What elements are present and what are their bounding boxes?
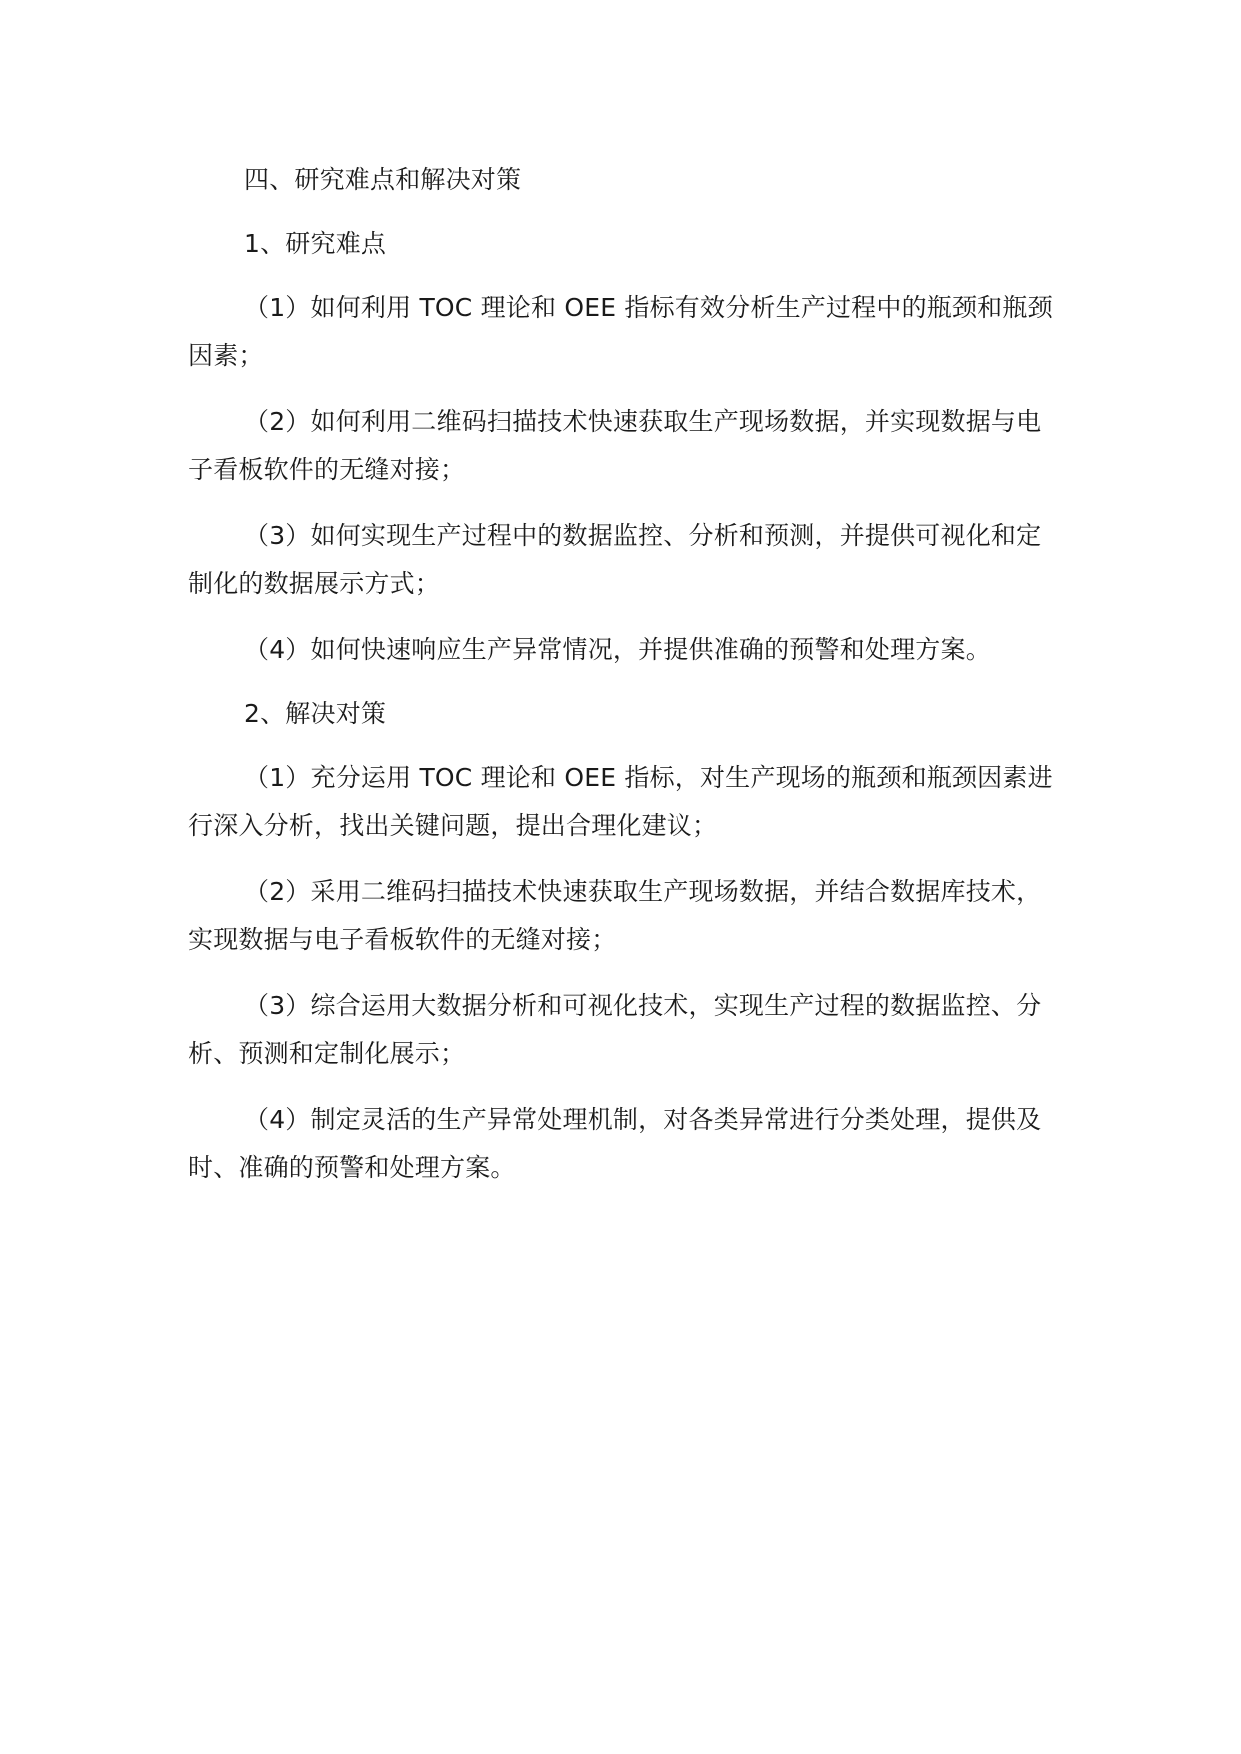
difficulties-heading: 1、研究难点 [244, 229, 387, 258]
solutions-heading: 2、解决对策 [244, 699, 387, 728]
difficulty-item-3: （3）如何实现生产过程中的数据监控、分析和预测，并提供可视化和定制化的数据展示方式； [188, 521, 1042, 598]
document-body [188, 156, 1058, 1192]
section-title: 四、研究难点和解决对策 [244, 165, 522, 194]
solution-item-4: （4）制定灵活的生产异常处理机制，对各类异常进行分类处理，提供及时、准确的预警和处理方案。 [188, 1105, 1042, 1182]
solution-item-3: （3）综合运用大数据分析和可视化技术，实现生产过程的数据监控、分析、预测和定制化展示； [188, 991, 1042, 1068]
difficulty-item-2: （2）如何利用二维码扫描技术快速获取生产现场数据，并实现数据与电子看板软件的无缝对接； [188, 407, 1042, 484]
difficulty-item-1: （1）如何利用 TOC 理论和 OEE 指标有效分析生产过程中的瓶颈和瓶颈因素； [188, 293, 1053, 370]
solution-item-2: （2）采用二维码扫描技术快速获取生产现场数据，并结合数据库技术，实现数据与电子看板软件的无缝对接； [188, 877, 1042, 954]
difficulty-item-4: （4）如何快速响应生产异常情况，并提供准确的预警和处理方案。 [244, 635, 991, 664]
solution-item-1: （1）充分运用 TOC 理论和 OEE 指标，对生产现场的瓶颈和瓶颈因素进行深入分析，找出关键问题，提出合理化建议； [188, 763, 1053, 840]
